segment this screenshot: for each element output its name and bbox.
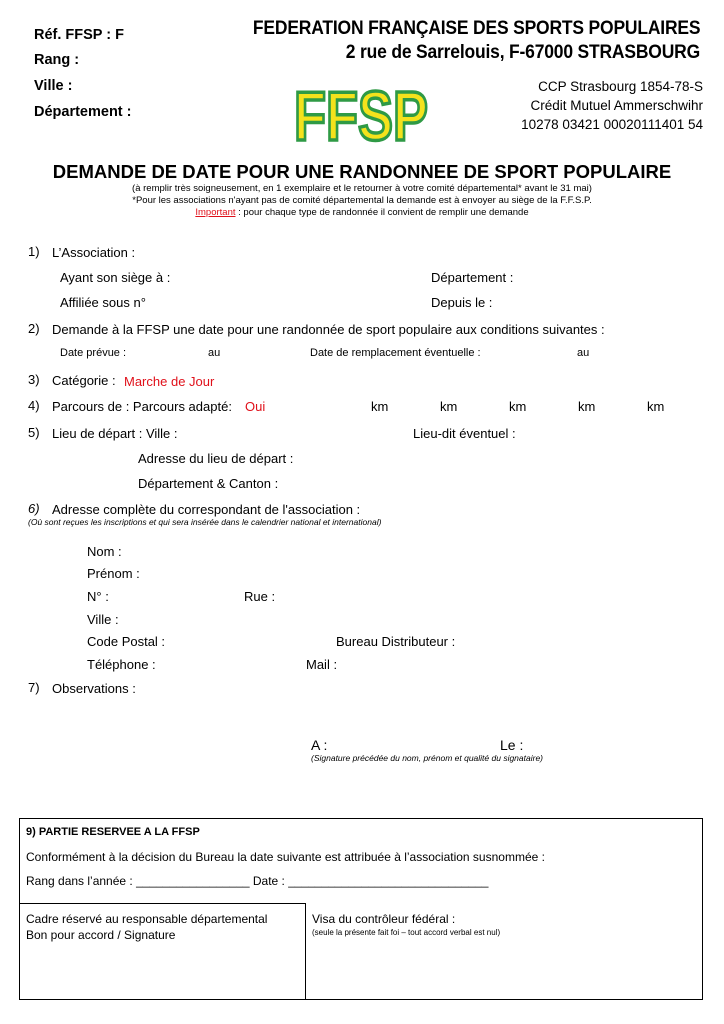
departement-label: Département :	[34, 104, 132, 120]
a-label: A :	[311, 737, 328, 753]
section-4-number: 4)	[28, 398, 40, 413]
important-label: Important	[195, 207, 236, 218]
km-4: km	[578, 399, 596, 414]
mail-label: Mail :	[306, 657, 338, 672]
important-text: : pour chaque type de randonnée il convient de remplir une demande	[235, 207, 529, 218]
date-remplacement-au: au	[577, 347, 590, 359]
demande-label: Demande à la FFSP une date pour une randonnée de sport populaire aux conditions suivantes :	[52, 322, 605, 337]
telephone-label: Téléphone :	[87, 657, 156, 672]
section-7-number: 7)	[28, 680, 40, 695]
rue-label: Rue :	[244, 589, 276, 604]
signature-note: (Signature précédée du nom, prénom et qualité du signataire)	[311, 753, 544, 763]
conformement-text: Conformément à la décision du Bureau la date suivante est attribuée à l’association susnommée :	[26, 850, 545, 864]
date-remplacement-label: Date de remplacement éventuelle :	[310, 347, 481, 359]
km-3: km	[509, 399, 527, 414]
cadre-responsable-label: Cadre réservé au responsable départemental	[26, 912, 268, 926]
affiliee-label: Affiliée sous n°	[60, 295, 146, 310]
s1-departement-label: Département :	[431, 270, 514, 285]
visa-note: (seule la présente fait foi – tout accord verbal est nul)	[312, 928, 501, 937]
section-1-number: 1)	[28, 244, 40, 259]
correspondant-note: (Où sont reçues les inscriptions et qui sera insérée dans le calendrier national et international)	[28, 517, 382, 527]
federation-address: 2 rue de Sarrelouis, F-67000 STRASBOURG	[345, 42, 700, 63]
categorie-value: Marche de Jour	[124, 374, 215, 389]
parcours-adapte-value: Oui	[245, 399, 266, 414]
bureau-distributeur-label: Bureau Distributeur :	[336, 634, 456, 649]
lieu-depart-label: Lieu de départ : Ville :	[52, 426, 178, 441]
bank-ccp: CCP Strasbourg 1854-78-S	[538, 79, 703, 94]
km-1: km	[371, 399, 389, 414]
bank-credit-mutuel: Crédit Mutuel Ammerschwihr	[530, 98, 703, 113]
form-subtitle-2: *Pour les associations n'ayant pas de comité départemental la demande est à envoyer au siège de la F.F.S.P.	[132, 195, 592, 206]
form-title: DEMANDE DE DATE POUR UNE RANDONNEE DE SPORT POPULAIRE	[52, 161, 672, 182]
nom-label: Nom :	[87, 544, 122, 559]
code-postal-label: Code Postal :	[87, 634, 166, 649]
ref-ffsp-label: Réf. FFSP : F	[34, 27, 124, 43]
association-label: L’Association :	[52, 245, 136, 260]
rang-date-line: Rang dans l’année : _________________ Date : ______________________________	[26, 874, 489, 888]
km-2: km	[440, 399, 458, 414]
numero-label: N° :	[87, 589, 109, 604]
section-5-number: 5)	[28, 425, 40, 440]
canton-label: Département & Canton :	[138, 476, 279, 491]
s6-ville-label: Ville :	[87, 612, 119, 627]
date-prevue-au: au	[208, 347, 221, 359]
ffsp-logo	[292, 76, 432, 155]
depuis-label: Depuis le :	[431, 295, 493, 310]
adresse-depart-label: Adresse du lieu de départ :	[138, 451, 294, 466]
form-subtitle-1: (à remplir très soigneusement, en 1 exemplaire et le retourner à votre comité départemental* avant le 31 mai)	[132, 183, 592, 194]
km-5: km	[647, 399, 665, 414]
section-6-number: 6)	[28, 501, 40, 516]
lieu-dit-label: Lieu-dit éventuel :	[413, 426, 516, 441]
date-prevue-label: Date prévue :	[60, 347, 127, 359]
bank-account: 10278 03421 00020111401 54	[521, 117, 703, 132]
correspondant-label: Adresse complète du correspondant de l'association :	[52, 502, 361, 517]
parcours-label: Parcours de : Parcours adapté:	[52, 399, 232, 414]
section-2-number: 2)	[28, 321, 40, 336]
categorie-label: Catégorie :	[52, 373, 116, 388]
bon-pour-accord-label: Bon pour accord / Signature	[26, 928, 176, 942]
section-3-number: 3)	[28, 372, 40, 387]
ville-label: Ville :	[34, 78, 73, 94]
observations-label: Observations :	[52, 681, 136, 696]
visa-controleur-label: Visa du contrôleur fédéral :	[312, 912, 456, 926]
important-note	[0, 207, 724, 218]
rang-label: Rang :	[34, 52, 80, 68]
siege-label: Ayant son siège à :	[60, 270, 171, 285]
prenom-label: Prénom :	[87, 566, 140, 581]
federation-name: FEDERATION FRANÇAISE DES SPORTS POPULAIRES	[252, 18, 700, 39]
partie-reservee-title: 9) PARTIE RESERVEE A LA FFSP	[26, 826, 200, 838]
le-label: Le :	[500, 737, 524, 753]
ffsp-logo-text: FFSP	[294, 77, 428, 155]
